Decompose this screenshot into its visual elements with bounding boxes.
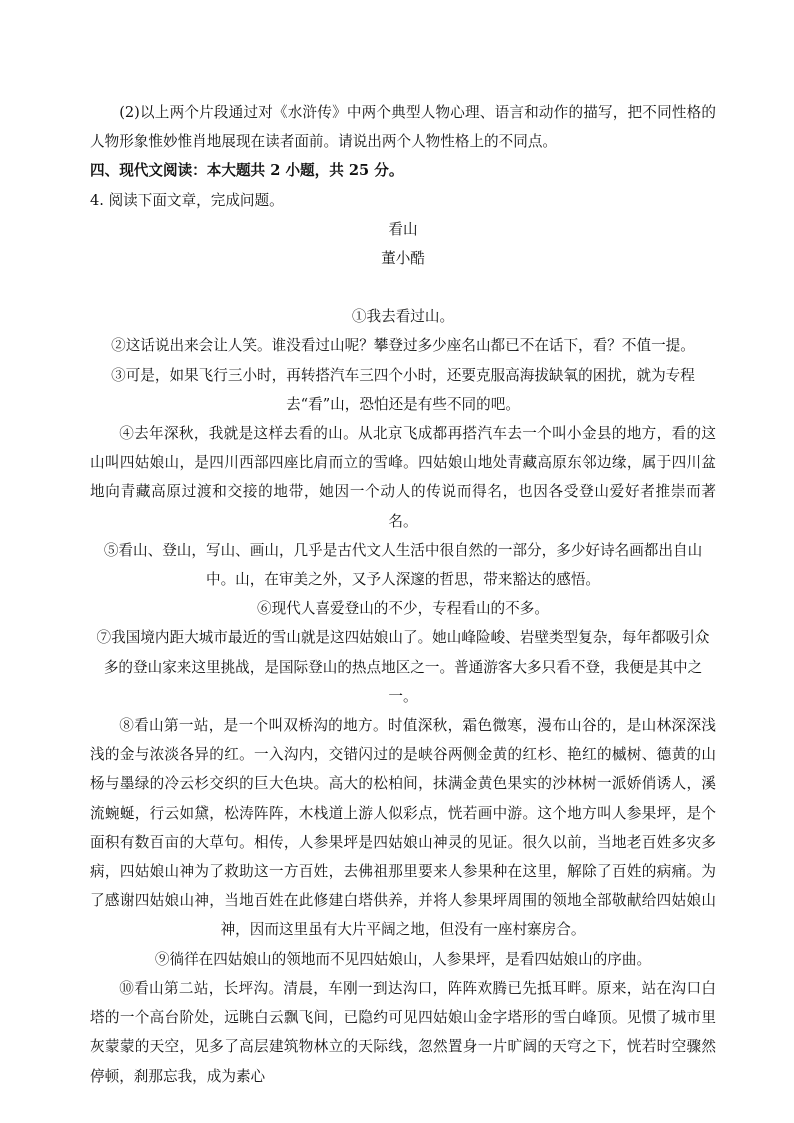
title-spacer [90,273,716,302]
paragraph-7: ⑦我国境内距大城市最近的雪山就是这四姑娘山了。她山峰险峻、岩壁类型复杂，每年都吸引众多的登山家来这里挑战，是国际登山的热点地区之一。普通游客大多只看不登，我便是其中之一。 [96,629,710,705]
paragraph-3: ③可是，如果飞行三小时，再转搭汽车三四个小时，还要克服高海拔缺氧的困扰，就为专程去“看”山，恐怕还是有些不同的吧。 [111,366,695,413]
question-3-2: (2)以上两个片段通过对《水浒传》中两个典型人物心理、语言和动作的描写，把不同性格的人物形象惟妙惟肖地展现在读者面前。请说出两个人物性格上的不同点。 [90,104,716,151]
paragraph-8: ⑧看山第一站，是一个叫双桥沟的地方。时值深秋，霜色微寒，漫布山谷的，是山林深深浅浅的金与浓淡各异的红。一入沟内，交错闪过的是峡谷两侧金黄的红杉、艳红的槭树、德黄的山杨与墨绿的冷云杉交织的巨大色块。高大的松柏间，抹满金黄色果实的沙林树一派娇俏诱人，溪流蜿蜒，行云如黛，松涛阵阵，木栈道上游人似彩点，恍若画中游。这个地方叫人参果坪，是个面积有数百亩的大草句。相传，人参果坪是四姑娘山神灵的见证。很久以前，当地老百姓多灾多病，四姑娘山神为了救助这一方百姓，去佛祖那里要来人参果种在这里，解除了百姓的病痛。为了感谢四姑娘山神，当地百姓在此修建白塔供养，并将人参果坪周围的领地全部敬献给四姑娘山神，因而这里虽有大片平阔之地，但没有一座村寨房合。 [90,717,716,939]
question-4-prompt: 4. 阅读下面文章，完成问题。 [90,191,284,209]
paragraph-5: ⑤看山、登山，写山、画山，几乎是古代文人生活中很自然的一部分，多少好诗名画都出自山中。山，在审美之外，又予人深邃的哲思，带来豁达的感悟。 [103,541,703,589]
section-heading: 四、现代文阅读：本大题共 2 小题，共 25 分。 [90,162,404,180]
paragraph-4: ④去年深秋，我就是这样去看的山。从北京飞成都再搭汽车去一个叫小金县的地方，看的这山叫四姑娘山，是四川西部四座比肩而立的雪峰。四姑娘山地处青藏高原东邻边缘，属于四川盆地向青藏高原过渡和交接的地带，她因一个动人的传说而得名，也因各受登山爱好者推崇而著名。 [90,425,716,530]
paragraph-6: ⑥现代人喜爱登山的不少，专程看山的不多。 [257,600,549,618]
article-title: 看山 [388,220,418,238]
article-author: 董小酷 [381,250,425,268]
document-content [90,98,716,1091]
paragraph-1: ①我去看过山。 [351,308,455,326]
paragraph-2: ②这话说出来会让人笑。谁没看过山呢？攀登过多少座名山都已不在话下，看？不值一提。 [111,337,695,355]
paragraph-9: ⑨徜徉在四姑娘山的领地而不见四姑娘山，人参果坪，是看四姑娘山的序曲。 [154,950,652,968]
paragraph-10: ⑩看山第二站，长坪沟。清晨，车刚一到达沟口，阵阵欢腾已先抵耳畔。原来，站在沟口白塔的一个高台阶处，远眺白云飘飞间，已隐约可见四姑娘山金字塔形的雪白峰顶。见惯了城市里灰蒙蒙的天空，见多了高层建筑物林立的天际线，忽然置身一片旷阔的天穹之下，恍若时空骤然停顿，刹那忘我，成为素心 [90,979,716,1085]
